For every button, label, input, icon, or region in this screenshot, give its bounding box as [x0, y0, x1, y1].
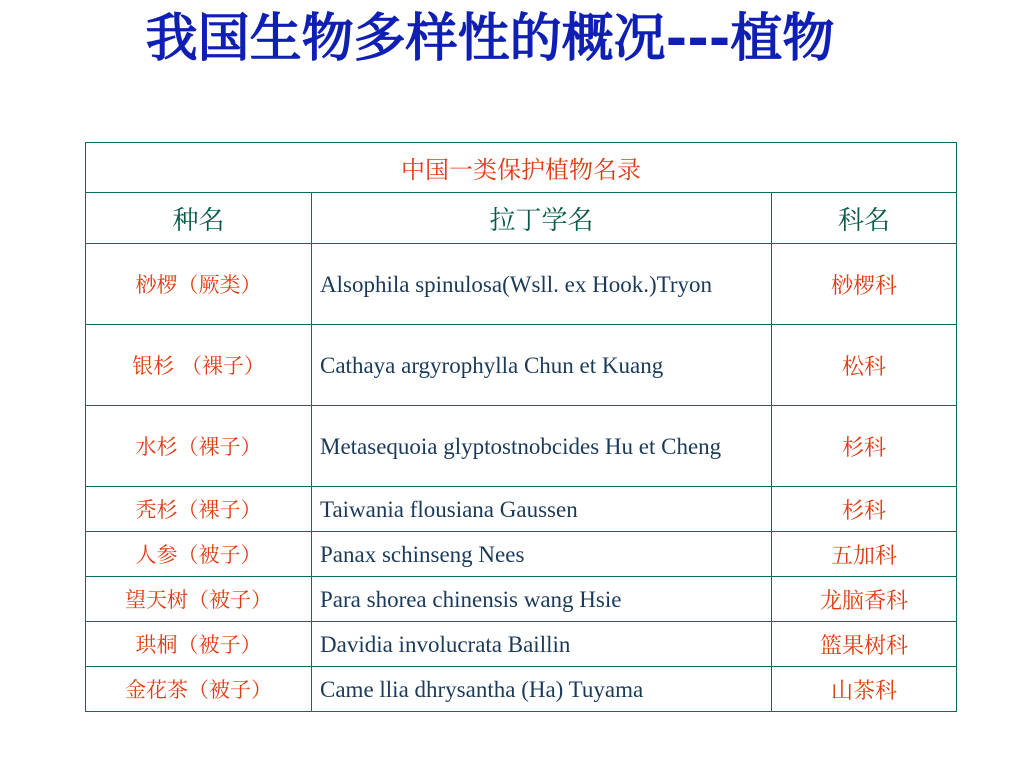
family-cell: 龙脑香科	[772, 577, 957, 622]
table-row	[86, 325, 957, 406]
slide-title: 我国生物多样性的概况---植物	[145, 9, 835, 69]
latin-name-cell: Taiwania flousiana Gaussen	[312, 487, 772, 532]
table-row	[86, 487, 957, 532]
latin-name-cell: Davidia involucrata Baillin	[312, 622, 772, 667]
latin-name-cell: Para shorea chinensis wang Hsie	[312, 577, 772, 622]
table-row	[86, 532, 957, 577]
species-cell: 金花茶（被子）	[86, 667, 312, 712]
latin-name-cell: Metasequoia glyptostnobcides Hu et Cheng	[312, 406, 772, 487]
column-header-species: 种名	[86, 193, 312, 244]
species-cell: 望天树（被子）	[86, 577, 312, 622]
species-cell: 人参（被子）	[86, 532, 312, 577]
family-cell: 松科	[772, 325, 957, 406]
table-row	[86, 244, 957, 325]
family-cell: 桫椤科	[772, 244, 957, 325]
column-header-latin-name: 拉丁学名	[312, 193, 772, 244]
latin-name-cell: Alsophila spinulosa(Wsll. ex Hook.)Tryon	[312, 244, 772, 325]
table-row	[86, 622, 957, 667]
family-cell: 五加科	[772, 532, 957, 577]
column-header-family: 科名	[772, 193, 957, 244]
table-row	[86, 667, 957, 712]
table-caption: 中国一类保护植物名录	[86, 143, 957, 193]
family-cell: 杉科	[772, 406, 957, 487]
species-cell: 银杉 （裸子）	[86, 325, 312, 406]
species-cell: 水杉（裸子）	[86, 406, 312, 487]
family-cell: 篮果树科	[772, 622, 957, 667]
protected-plants-table	[85, 142, 957, 712]
table-row	[86, 406, 957, 487]
species-cell: 桫椤（厥类）	[86, 244, 312, 325]
table-row	[86, 577, 957, 622]
table-caption-row	[86, 143, 957, 193]
species-cell: 珙桐（被子）	[86, 622, 312, 667]
latin-name-cell: Panax schinseng Nees	[312, 532, 772, 577]
latin-name-cell: Came llia dhrysantha (Ha) Tuyama	[312, 667, 772, 712]
family-cell: 杉科	[772, 487, 957, 532]
latin-name-cell: Cathaya argyrophylla Chun et Kuang	[312, 325, 772, 406]
table-header-row	[86, 193, 957, 244]
family-cell: 山茶科	[772, 667, 957, 712]
species-cell: 秃杉（裸子）	[86, 487, 312, 532]
